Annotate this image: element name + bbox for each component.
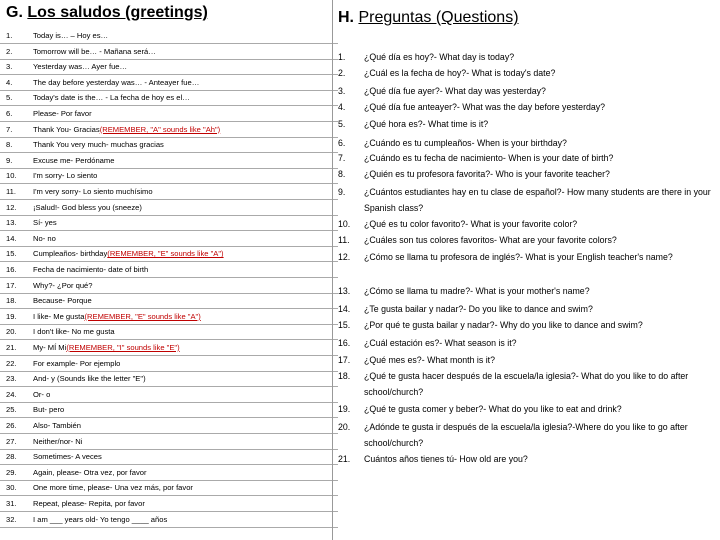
- greeting-number: 12.: [6, 202, 17, 212]
- greeting-phrase: Yesterday was… Ayer fue…: [33, 62, 128, 72]
- greeting-phrase: Repeat, please- Repita, por favor: [33, 499, 145, 508]
- greeting-text: [33, 140, 164, 149]
- greeting-number: 28.: [6, 452, 17, 462]
- greeting-text: [33, 62, 127, 71]
- greeting-text: [33, 515, 167, 524]
- question-number: 7.: [338, 153, 346, 163]
- greeting-text: [33, 31, 108, 40]
- row-divider: [0, 137, 338, 138]
- greeting-number: 21.: [6, 343, 17, 352]
- row-divider: [0, 511, 338, 512]
- greeting-phrase: Thank You- Gracias: [33, 124, 100, 134]
- greeting-phrase: Today's date is the… - La fecha de hoy es el…: [33, 93, 190, 103]
- question-text: ¿Cómo se llama tu profesora de inglés?- What is your English teacher's name?: [364, 252, 673, 262]
- row-divider: [0, 495, 338, 496]
- greeting-text: [33, 234, 56, 243]
- greeting-phrase: The day before yesterday was… - Anteayer fue…: [33, 77, 200, 87]
- question-text: ¿Qué día fue anteayer?- What was the day before yesterday?: [364, 102, 606, 112]
- row-divider: [0, 417, 338, 418]
- pronunciation-note: (REMEMBER, "A" sounds like "Ah"): [99, 124, 221, 134]
- greeting-phrase: Or- o: [33, 389, 51, 399]
- greeting-number: 20.: [6, 327, 17, 337]
- greeting-phrase: I'm very sorry- Lo siento muchísimo: [33, 187, 153, 196]
- greeting-phrase: Thank You very much- muchas gracias: [33, 140, 164, 150]
- greeting-number: 10.: [6, 171, 17, 181]
- question-number: 16.: [338, 338, 351, 348]
- row-divider: [0, 230, 338, 231]
- greeting-number: 22.: [6, 358, 17, 368]
- row-divider: [0, 324, 338, 325]
- question-number: 15.: [338, 320, 351, 330]
- question-number: 11.: [338, 235, 350, 245]
- greeting-number: 11.: [6, 187, 16, 196]
- question-text: ¿Qué es tu color favorito?- What is your favorite color?: [364, 219, 578, 229]
- greeting-phrase: Tomorrow will be… - Mañana será…: [33, 46, 156, 56]
- greeting-number: 13.: [6, 218, 17, 228]
- greeting-text: [33, 47, 156, 56]
- greeting-phrase: Today is… – Hoy es…: [33, 31, 109, 40]
- question-text: ¿Te gusta bailar y nadar?- Do you like to dance and swim?: [364, 304, 593, 314]
- greeting-text: [33, 218, 57, 227]
- row-divider: [0, 74, 338, 75]
- greeting-number: 7.: [6, 124, 13, 134]
- question-text: Cuántos años tienes tú- How old are you?: [364, 454, 528, 464]
- row-divider: [0, 246, 338, 247]
- greeting-number: 24.: [6, 389, 17, 399]
- row-divider: [0, 59, 338, 60]
- greeting-number: 8.: [6, 140, 13, 150]
- greeting-text: [33, 281, 93, 290]
- section-g-letter: G.: [6, 4, 23, 21]
- greeting-text: [33, 359, 120, 368]
- row-divider: [0, 90, 338, 91]
- row-divider: [0, 402, 338, 403]
- greeting-number: 26.: [6, 421, 17, 430]
- greeting-text: [33, 437, 82, 446]
- greeting-number: 14.: [6, 233, 17, 243]
- row-divider: [0, 293, 338, 294]
- section-h-title: Preguntas (Questions): [358, 9, 519, 26]
- row-divider: [0, 277, 338, 278]
- greeting-number: 18.: [6, 296, 17, 306]
- greeting-phrase: I am ___ years old- Yo tengo ____ años: [33, 514, 168, 524]
- greeting-number: 1.: [6, 31, 13, 40]
- question-number: 4.: [338, 102, 346, 112]
- question-text: ¿Adónde te gusta ir después de la escuela/la iglesia?-Where do you like to go after school/church?: [364, 422, 688, 448]
- greeting-phrase: One more time, please- Una vez más, por favor: [33, 483, 193, 493]
- question-text: ¿Cuál estación es?- What season is it?: [364, 338, 517, 348]
- row-divider: [0, 261, 338, 262]
- greeting-text: [33, 125, 220, 134]
- pronunciation-note: (REMEMBER, "E" sounds like "A"): [107, 249, 224, 259]
- greeting-text: [33, 390, 50, 399]
- greeting-phrase: I don't like- No me gusta: [33, 327, 115, 337]
- greeting-text: [33, 93, 190, 102]
- section-h-letter: H.: [338, 9, 354, 26]
- greeting-number: 19.: [6, 311, 17, 321]
- question-number: 18.: [338, 371, 351, 381]
- row-divider: [0, 480, 338, 481]
- greeting-phrase: Why?- ¿Por qué?: [33, 280, 93, 290]
- greeting-phrase: But- pero: [33, 405, 65, 415]
- row-divider: [0, 121, 338, 122]
- greeting-text: [33, 374, 146, 383]
- greeting-number: 31.: [6, 499, 17, 508]
- question-text: ¿Por qué te gusta bailar y nadar?- Why do you like to dance and swim?: [364, 320, 643, 330]
- greeting-phrase: Fecha de nacimiento- date of birth: [33, 265, 149, 274]
- greeting-text: [33, 343, 180, 352]
- row-divider: [0, 433, 338, 434]
- greeting-text: [33, 249, 224, 258]
- greeting-number: 29.: [6, 467, 17, 477]
- greeting-number: 17.: [6, 280, 17, 290]
- greeting-text: [33, 405, 64, 414]
- question-number: 1.: [338, 52, 346, 62]
- question-number: 3.: [338, 86, 346, 96]
- greeting-phrase: Excuse me- Perdóname: [33, 155, 115, 165]
- question-text: ¿Qué te gusta hacer después de la escuela/la iglesia?- What do you like to do after school/church?: [364, 371, 689, 397]
- greeting-phrase: Sí- yes: [33, 218, 57, 228]
- question-number: 2.: [338, 68, 346, 78]
- question-number: 9.: [338, 187, 346, 197]
- greeting-text: [33, 171, 97, 180]
- greeting-phrase: Cumpleaños- birthday: [33, 249, 108, 259]
- question-number: 5.: [338, 119, 346, 129]
- greeting-text: [33, 452, 102, 461]
- question-text: ¿Cuándo es tu cumpleaños- When is your birthday?: [364, 138, 567, 148]
- greeting-phrase: Also- También: [33, 421, 81, 430]
- greeting-text: [33, 203, 142, 212]
- question-text: ¿Qué hora es?- What time is it?: [364, 119, 489, 129]
- question-text: ¿Qué mes es?- What month is it?: [364, 355, 496, 365]
- question-number: 10.: [338, 219, 351, 229]
- greeting-phrase: Neither/nor- Ni: [33, 436, 83, 446]
- row-divider: [0, 43, 338, 44]
- pronunciation-note: (REMEMBER, "E" sounds like "A"): [84, 311, 201, 321]
- row-divider: [0, 339, 338, 340]
- greeting-phrase: My- MÍ Mi: [33, 343, 67, 352]
- greeting-number: 32.: [6, 514, 17, 524]
- section-h-heading: [338, 9, 519, 27]
- row-divider: [0, 464, 338, 465]
- greeting-text: [33, 421, 81, 430]
- question-text: ¿Qué día fue ayer?- What day was yesterday?: [364, 86, 546, 96]
- greeting-text: [33, 327, 115, 336]
- greeting-text: [33, 265, 148, 274]
- pronunciation-note: (REMEMBER, "I" sounds like "E"): [66, 343, 180, 352]
- row-divider: [0, 308, 338, 309]
- greeting-text: [33, 187, 153, 196]
- question-number: 21.: [338, 454, 351, 464]
- greeting-number: 25.: [6, 405, 17, 415]
- row-divider: [0, 449, 338, 450]
- question-number: 12.: [338, 252, 351, 262]
- greeting-number: 30.: [6, 483, 17, 493]
- question-text: ¿Cuándo es tu fecha de nacimiento- When is your date of birth?: [364, 153, 614, 163]
- question-number: 13.: [338, 286, 351, 296]
- greeting-phrase: Please- Por favor: [33, 109, 92, 118]
- greeting-phrase: I like- Me gusta: [33, 311, 85, 321]
- greeting-number: 23.: [6, 374, 17, 384]
- greeting-number: 4.: [6, 77, 13, 87]
- row-divider: [0, 152, 338, 153]
- greeting-phrase: ¡Salud!- God bless you (sneeze): [33, 202, 142, 212]
- question-number: 19.: [338, 404, 351, 414]
- row-divider: [0, 527, 338, 528]
- column-divider: [332, 0, 333, 540]
- greeting-phrase: Sometimes- A veces: [33, 452, 102, 462]
- greeting-text: [33, 78, 199, 87]
- question-text: ¿Cuál es la fecha de hoy?- What is today's date?: [364, 68, 556, 78]
- row-divider: [0, 199, 338, 200]
- question-number: 6.: [338, 138, 346, 148]
- question-number: 20.: [338, 422, 351, 432]
- greeting-text: [33, 483, 193, 492]
- greeting-number: 16.: [6, 265, 17, 274]
- greeting-text: [33, 156, 114, 165]
- row-divider: [0, 386, 338, 387]
- question-number: 8.: [338, 169, 346, 179]
- greeting-text: [33, 109, 92, 118]
- greeting-number: 5.: [6, 93, 13, 103]
- greeting-text: [33, 499, 145, 508]
- question-text: ¿Cuáles son tus colores favoritos- What are your favorite colors?: [364, 235, 617, 245]
- greeting-phrase: And- y (Sounds like the letter "E"): [33, 374, 146, 384]
- greeting-phrase: No- no: [33, 233, 56, 243]
- section-g-title: Los saludos (greetings): [27, 4, 208, 21]
- greeting-number: 3.: [6, 62, 13, 72]
- question-text: ¿Cuántos estudiantes hay en tu clase de español?- How many students are there in your Spanish class?: [364, 187, 711, 213]
- question-text: ¿Qué te gusta comer y beber?- What do you like to eat and drink?: [364, 404, 622, 414]
- greeting-number: 9.: [6, 155, 13, 165]
- greeting-text: [33, 468, 147, 477]
- row-divider: [0, 183, 338, 184]
- greeting-number: 2.: [6, 46, 13, 56]
- question-number: 17.: [338, 355, 351, 365]
- greeting-phrase: I'm sorry- Lo siento: [33, 171, 98, 181]
- greeting-phrase: Again, please- Otra vez, por favor: [33, 467, 147, 477]
- greeting-number: 15.: [6, 249, 17, 259]
- question-text: ¿Quién es tu profesora favorita?- Who is your favorite teacher?: [364, 169, 610, 179]
- row-divider: [0, 168, 338, 169]
- greeting-text: [33, 312, 201, 321]
- row-divider: [0, 215, 338, 216]
- section-g-heading: [6, 4, 208, 22]
- greeting-number: 27.: [6, 436, 17, 446]
- question-number: 14.: [338, 304, 351, 314]
- row-divider: [0, 371, 338, 372]
- question-text: ¿Qué día es hoy?- What day is today?: [364, 52, 515, 62]
- greeting-phrase: For example- Por ejemplo: [33, 358, 121, 368]
- question-text: ¿Cómo se llama tu madre?- What is your mother's name?: [364, 286, 590, 296]
- greeting-text: [33, 296, 92, 305]
- greeting-number: 6.: [6, 109, 13, 118]
- row-divider: [0, 105, 338, 106]
- row-divider: [0, 355, 338, 356]
- greeting-phrase: Because- Porque: [33, 296, 92, 306]
